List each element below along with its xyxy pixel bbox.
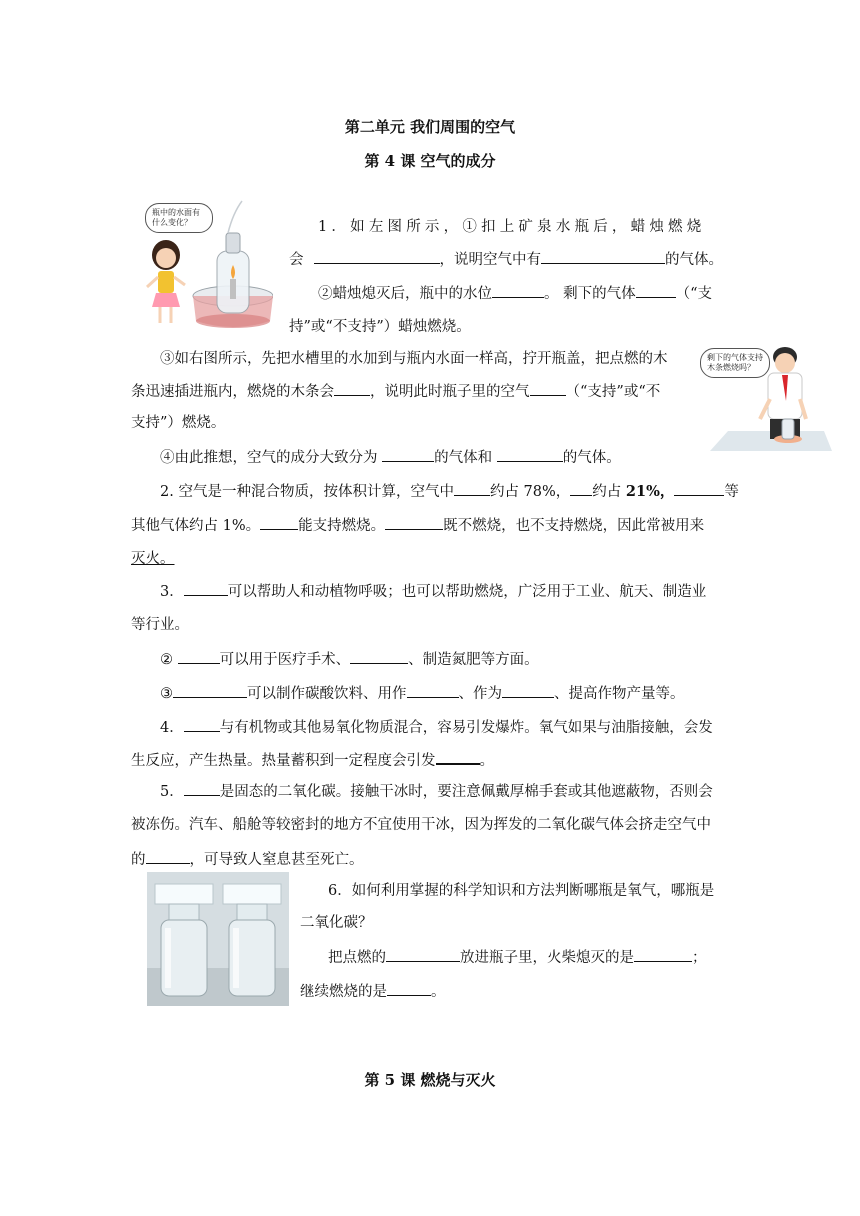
blank-input[interactable] [454, 481, 490, 496]
blank-input[interactable] [492, 283, 544, 298]
q1-line-4: 持”或“不支持”）蜡烛燃烧。 [289, 319, 471, 335]
q3-line-2: 等行业。 [131, 617, 189, 633]
q4-line-1: 4． 与有机物或其他易氧化物质混合，容易引发爆炸。氧气如果与油脂接触，会发 [160, 717, 713, 738]
q6-line-2: 二氧化碳？ [300, 915, 373, 931]
q1-line-5: ③如右图所示，先把水槽里的水加到与瓶内水面一样高，拧开瓶盖，把点燃的木 [160, 351, 668, 367]
q4-line-2: 生反应，产生热量。热量蓄积到一定程度会引发 。 [131, 749, 494, 771]
blank-input[interactable] [386, 947, 460, 962]
boy-speech-bubble: 剩下的气体支持木条燃烧吗？ [700, 348, 770, 378]
blank-input[interactable] [184, 581, 228, 596]
blank-input[interactable] [387, 981, 431, 996]
blank-input[interactable] [184, 717, 220, 732]
q1-line-7: 支持”）燃烧。 [131, 415, 226, 431]
q2-line-2: 其他气体约占 1%。 能支持燃烧。 既不燃烧，也不支持燃烧，因此常被用来 [131, 515, 704, 536]
blank-input[interactable] [636, 283, 676, 298]
blank-input[interactable] [385, 515, 443, 530]
q1-line-8: ④由此推想，空气的成分大致分为 的气体和 的气体。 [160, 447, 621, 468]
q2-line-3: 灭火。 [131, 551, 175, 567]
blank-input[interactable] [674, 481, 724, 496]
q3-line-3: ② 可以用于医疗手术、 、制造氮肥等方面。 [160, 649, 539, 670]
q6-line-3: 把点燃的 放进瓶子里，火柴熄灭的是 ； [328, 947, 707, 968]
q6-line-1: 6．如何利用掌握的科学知识和方法判断哪瓶是氧气，哪瓶是 [328, 883, 715, 899]
blank-input[interactable] [178, 649, 220, 664]
blank-input[interactable] [382, 447, 434, 462]
blank-input[interactable] [314, 249, 440, 264]
blank-input[interactable] [541, 249, 665, 264]
q5-line-1: 5． 是固态的二氧化碳。接触干冰时，要注意佩戴厚棉手套或其他遮蔽物，否则会 [160, 781, 713, 802]
blank-input[interactable] [184, 781, 220, 796]
blank-input[interactable] [634, 947, 692, 962]
blank-input[interactable] [146, 849, 190, 864]
q1-line-1: 1．如左图所示，①扣上矿泉水瓶后，蜡烛燃烧 [318, 219, 706, 235]
q1-line-3: ②蜡烛熄灭后，瓶中的水位 。 剩下的气体 （“支 [318, 283, 712, 304]
blank-input[interactable] [502, 683, 554, 698]
blank-input[interactable] [570, 481, 592, 496]
q5-line-3: 的 ，可导致人窒息甚至死亡。 [131, 849, 364, 870]
lesson5-title: 第 5 课 燃烧与灭火 [364, 1071, 496, 1089]
q1-line-2: 会 ，说明空气中有 的气体。 [289, 249, 723, 270]
blank-input[interactable] [350, 649, 408, 664]
blank-input[interactable] [173, 683, 247, 698]
q1-line-6: 条迅速插进瓶内，燃烧的木条会 ，说明此时瓶子里的空气 （“支持”或“不 [131, 381, 660, 402]
blank-input[interactable] [497, 447, 563, 462]
lesson4-title: 第 4 课 空气的成分 [364, 152, 496, 170]
blank-input[interactable] [436, 749, 480, 765]
girl-speech-bubble: 瓶中的水面有什么变化？ [145, 203, 213, 233]
blank-input[interactable] [530, 381, 566, 396]
q3-line-4: ③ 可以制作碳酸饮料、用作 、作为 、提高作物产量等。 [160, 683, 685, 704]
blank-input[interactable] [260, 515, 298, 530]
q3-line-1: 3． 可以帮助人和动植物呼吸；也可以帮助燃烧，广泛用于工业、航天、制造业 [160, 581, 706, 602]
q5-line-2: 被冻伤。汽车、船舱等较密封的地方不宜使用干冰，因为挥发的二氧化碳气体会挤走空气中 [131, 817, 711, 833]
two-bottles-photo [147, 872, 289, 1006]
blank-input[interactable] [407, 683, 459, 698]
unit-title: 第二单元 我们周围的空气 [344, 118, 516, 136]
blank-input[interactable] [334, 381, 370, 396]
q6-line-4: 继续燃烧的是 。 [300, 981, 446, 1002]
q2-line-1: 2. 空气是一种混合物质，按体积计算，空气中 约占 78%， 约占 21%， 等 [160, 483, 739, 500]
